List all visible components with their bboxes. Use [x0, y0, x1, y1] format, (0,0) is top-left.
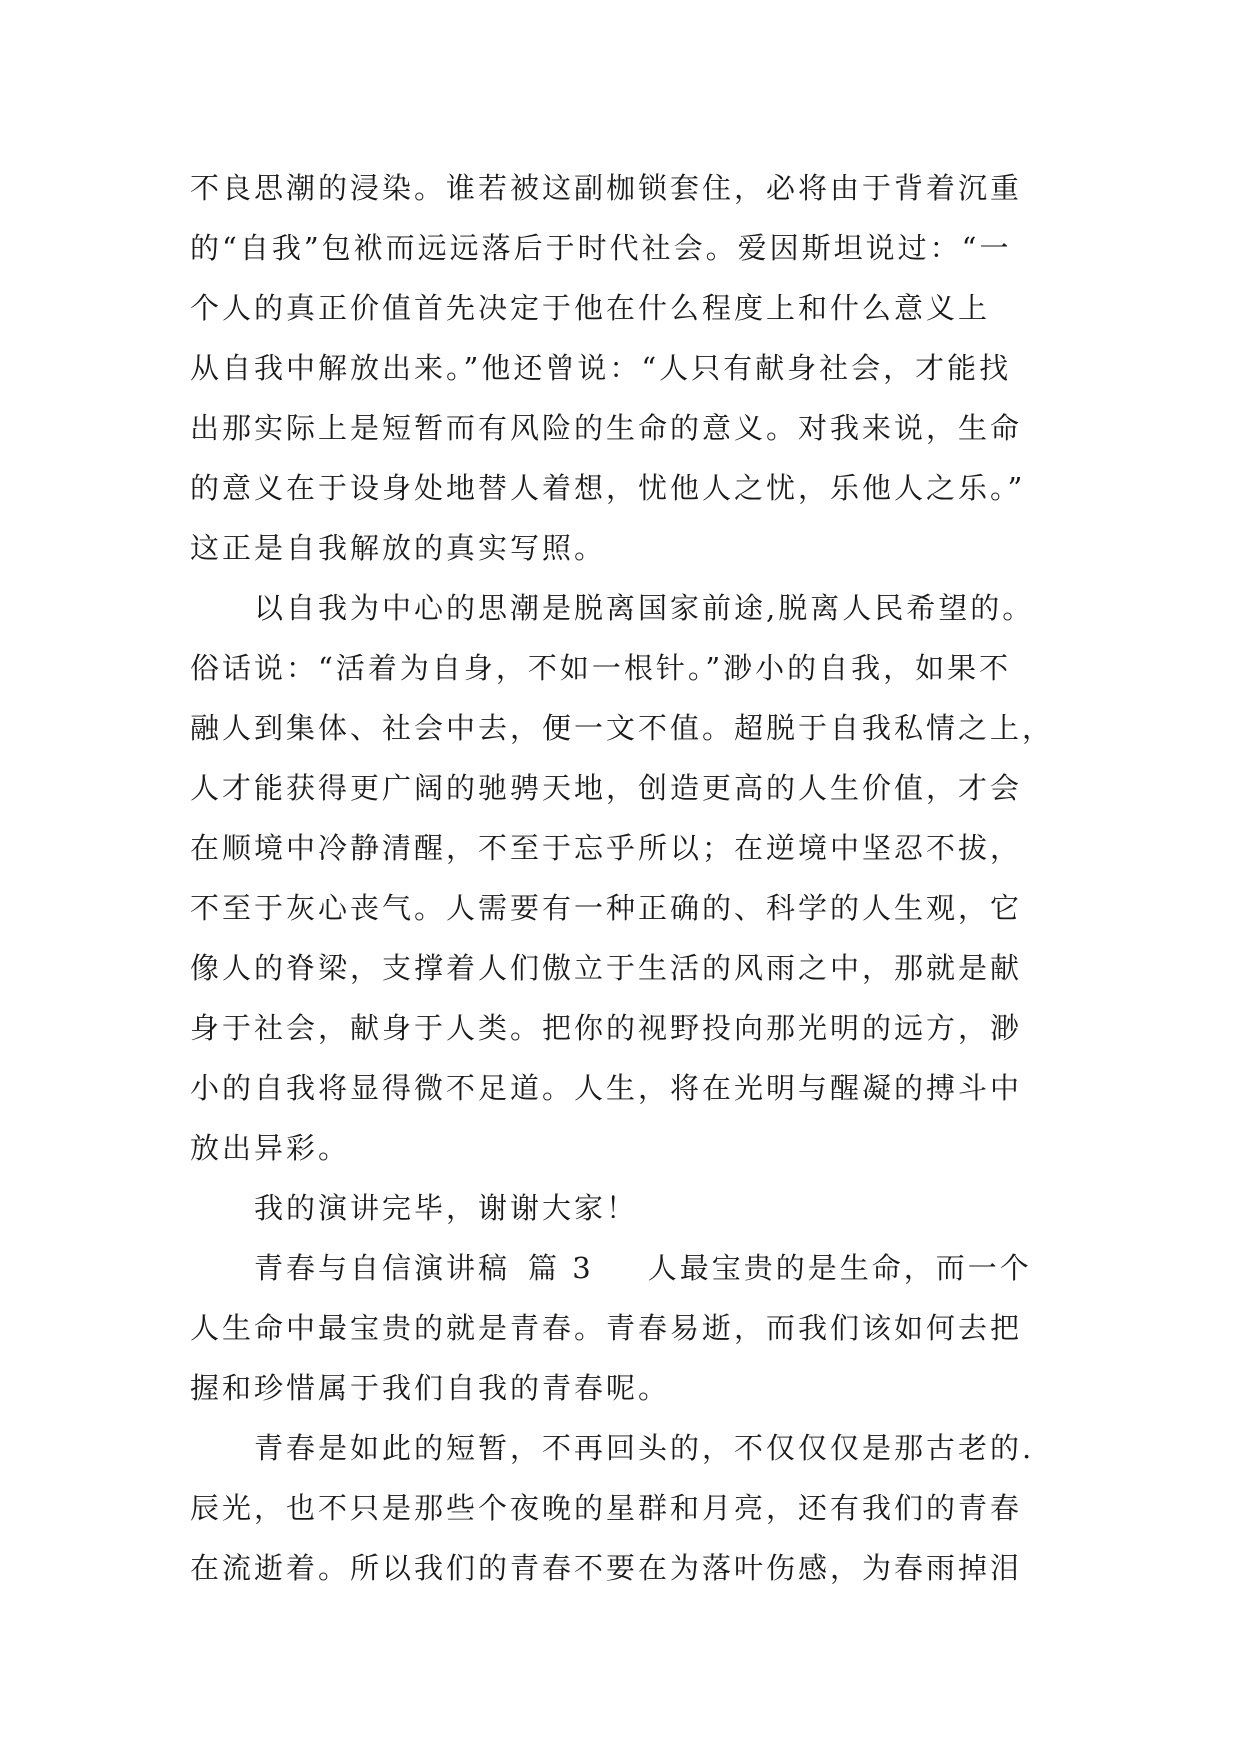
- text-line: 的意义在于设身处地替人着想，忧他人之忧，乐他人之乐。”: [190, 471, 1026, 505]
- paragraph-youth: [190, 1418, 1052, 1598]
- text-line: 出那实际上是短暂而有风险的生命的意义。对我来说，生命: [190, 411, 1023, 445]
- section-heading-line: [190, 1238, 1052, 1298]
- text-line: 辰光，也不只是那些个夜晚的星群和月亮，还有我们的青春: [190, 1491, 1023, 1525]
- text-line: 不良思潮的浸染。谁若被这副枷锁套住，必将由于背着沉重: [190, 171, 1023, 205]
- paragraph-continuation: [190, 158, 1052, 578]
- section-number: 篇 3: [528, 1251, 594, 1285]
- speech-title: 青春与自信演讲稿: [254, 1251, 511, 1285]
- text-line: 俗话说：“活着为自身，不如一根针。”渺小的自我，如果不: [190, 651, 1012, 685]
- text-line: 身于社会，献身于人类。把你的视野投向那光明的远方，渺: [190, 1011, 1023, 1045]
- text-line: 我的演讲完毕，谢谢大家！: [254, 1191, 639, 1225]
- text-fragment: 人最宝贵的是生命，而一个: [647, 1251, 1032, 1285]
- text-line: 个人的真正价值首先决定于他在什么程度上和什么意义上: [190, 291, 991, 325]
- paragraph-self-centered: [190, 578, 1055, 1178]
- document-body: [190, 158, 1055, 1598]
- text-line: 像人的脊梁，支撑着人们傲立于生活的风雨之中，那就是献: [190, 951, 1023, 985]
- text-line: 小的自我将显得微不足道。人生，将在光明与醒凝的搏斗中: [190, 1071, 1023, 1105]
- text-line: 这正是自我解放的真实写照。: [190, 531, 607, 565]
- text-line: 从自我中解放出来。”他还曾说：“人只有献身社会，才能找: [190, 351, 1012, 385]
- text-line: 以自我为中心的思潮是脱离国家前途,脱离人民希望的。: [254, 591, 1035, 625]
- text-line: 握和珍惜属于我们自我的青春呢。: [190, 1371, 671, 1405]
- paragraph-closing: [190, 1178, 1052, 1238]
- paragraph-section-3: [190, 1238, 1052, 1418]
- text-line: 人生命中最宝贵的就是青春。青春易逝，而我们该如何去把: [190, 1311, 1023, 1345]
- text-line: 在顺境中冷静清醒，不至于忘乎所以；在逆境中坚忍不拔，: [190, 831, 1023, 865]
- text-line: 青春是如此的短暂，不再回头的，不仅仅仅是那古老的.: [254, 1431, 1035, 1465]
- text-line: 放出异彩。: [190, 1131, 351, 1165]
- text-line: 的“自我”包袱而远远落后于时代社会。爱因斯坦说过：“一: [190, 231, 1012, 265]
- text-line: 融人到集体、社会中去，便一文不值。超脱于自我私情之上，: [190, 711, 1055, 745]
- text-line: 人才能获得更广阔的驰骋天地，创造更高的人生价值，才会: [190, 771, 1023, 805]
- text-line: 在流逝着。所以我们的青春不要在为落叶伤感，为春雨掉泪: [190, 1551, 1023, 1585]
- text-line: 不至于灰心丧气。人需要有一种正确的、科学的人生观，它: [190, 891, 1023, 925]
